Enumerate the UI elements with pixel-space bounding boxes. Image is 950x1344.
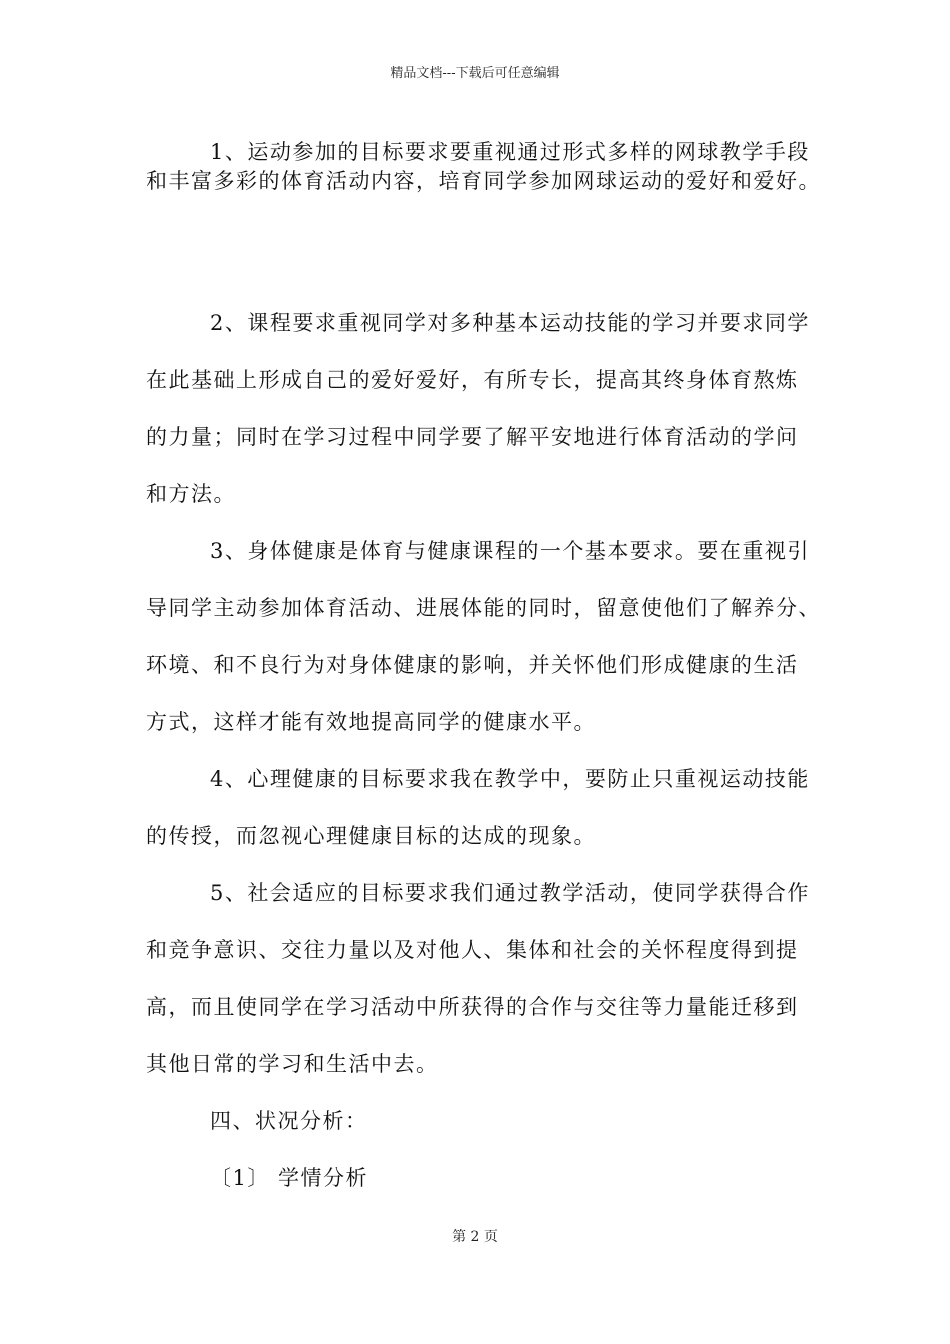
paragraph-5-line-3: 高，而且使同学在学习活动中所获得的合作与交往等力量能迁移到 [146,995,799,1019]
paragraph-4-line-1: 4、心理健康的目标要求我在教学中，要防止只重视运动技能 [210,767,810,791]
paragraph-2-line-3: 的力量；同时在学习过程中同学要了解平安地进行体育活动的学问 [146,425,799,449]
paragraph-1-line-1: 1、运动参加的目标要求要重视通过形式多样的网球教学手段 [210,140,810,164]
paragraph-5-line-4: 其他日常的学习和生活中去。 [146,1052,439,1076]
paragraph-1-line-2: 和丰富多彩的体育活动内容，培育同学参加网球运动的爱好和爱好。 [146,169,821,193]
paragraph-3-line-2: 导同学主动参加体育活动、进展体能的同时，留意使他们了解养分、 [146,596,821,620]
page-number: 第 2 页 [452,1229,498,1245]
page-header: 精品文档---下载后可任意编辑 [390,66,560,81]
paragraph-5-line-2: 和竞争意识、交往力量以及对他人、集体和社会的关怀程度得到提 [146,938,799,962]
paragraph-2-line-4: 和方法。 [146,482,236,506]
paragraph-2-line-1: 2、课程要求重视同学对多种基本运动技能的学习并要求同学 [210,311,810,335]
paragraph-2-line-2: 在此基础上形成自己的爱好爱好，有所专长，提高其终身体育熬炼 [146,368,799,392]
paragraph-3-line-1: 3、身体健康是体育与健康课程的一个基本要求。要在重视引 [210,539,810,563]
paragraph-4-line-2: 的传授，而忽视心理健康目标的达成的现象。 [146,824,596,848]
paragraph-3-line-3: 环境、和不良行为对身体健康的影响，并关怀他们形成健康的生活 [146,653,799,677]
section-heading: 四、状况分析： [210,1109,368,1133]
subsection-heading: 〔1〕 学情分析 [210,1166,369,1190]
paragraph-5-line-1: 5、社会适应的目标要求我们通过教学活动，使同学获得合作 [210,881,810,905]
paragraph-3-line-4: 方式，这样才能有效地提高同学的健康水平。 [146,710,596,734]
